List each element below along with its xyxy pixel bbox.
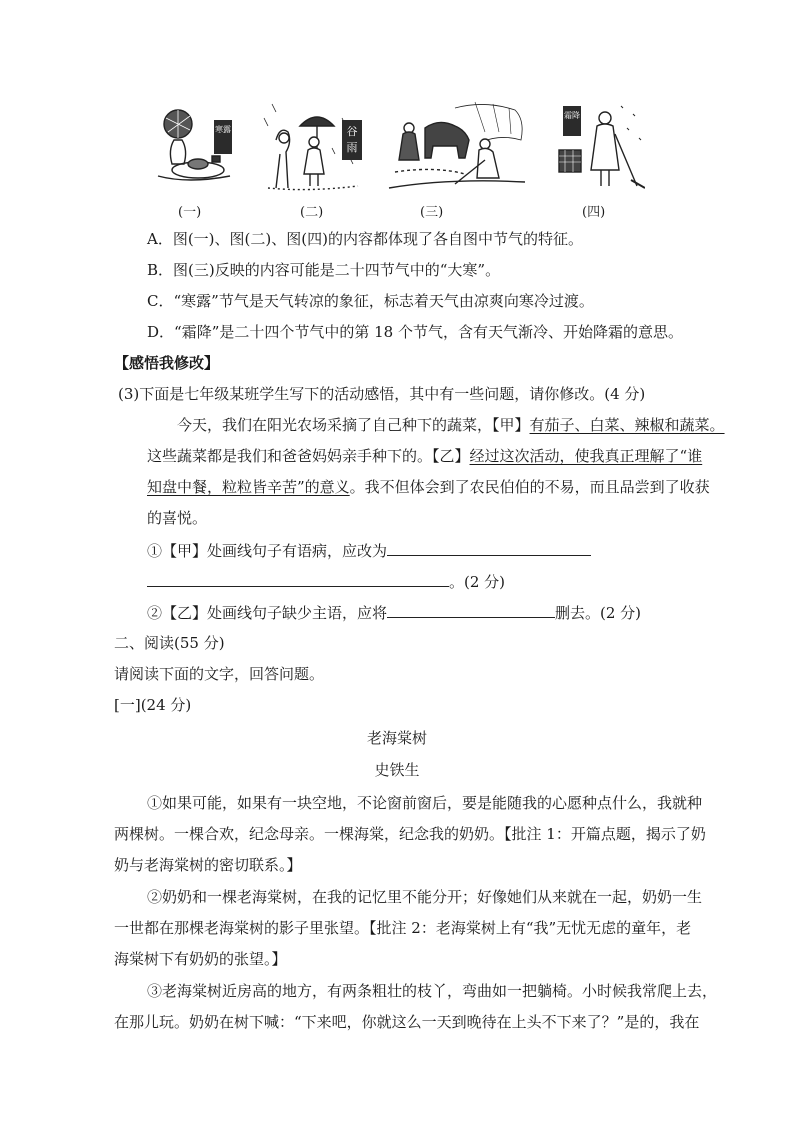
underlined-sentence-yi-cont: 知盘中餐，粒粒皆辛苦”的意义	[147, 478, 350, 496]
reading-part: [一](24 分)	[114, 696, 192, 714]
sign-grain-rain	[342, 120, 362, 160]
revise-paragraph-line-1	[177, 415, 725, 435]
option-d: D．“霜降”是二十四个节气中的第 18 个节气，含有天气渐冷、开始降霜的意思。	[147, 323, 683, 341]
figure-1-cold-dew	[148, 98, 238, 193]
option-a: A．图(一)、图(二)、图(四)的内容都体现了各自图中节气的特征。	[147, 230, 583, 248]
revise-question: (3)下面是七年级某班学生写下的活动感悟，其中有一些问题，请你修改。(4 分)	[118, 385, 646, 403]
revise-q2	[147, 601, 641, 623]
reading-instruction: 请阅读下面的文字，回答问题。	[114, 665, 325, 683]
q2-score: 删去。(2 分)	[555, 604, 642, 622]
q1-score: 。(2 分)	[449, 573, 506, 591]
sign-cold-dew	[214, 120, 232, 154]
article-line: ②奶奶和一棵老海棠树，在我的记忆里不能分开；好像她们从来就在一起，奶奶一生	[147, 888, 703, 906]
figure-caption-2: (二)	[300, 205, 324, 220]
q1-answer-blank[interactable]	[387, 539, 591, 556]
article-line: ①如果可能，如果有一块空地，不论窗前窗后，要是能随我的心愿种点什么，我就种	[147, 794, 703, 812]
sign-text: 谷雨	[346, 125, 358, 154]
section-heading-reading: 二、阅读(55 分)	[114, 634, 225, 652]
figure-2-grain-rain	[262, 98, 367, 193]
article-line: 一世都在那棵老海棠树的影子里张望。【批注 2：老海棠树上有“我”无忧无虑的童年，老	[114, 919, 692, 937]
q2-prompt: ②【乙】处画线句子缺少主语，应将	[147, 604, 388, 622]
revise-paragraph-line-4: 的喜悦。	[147, 509, 208, 527]
section-heading-revise: 【感悟我修改】	[114, 354, 220, 372]
article-line: 两棵树。一棵合欢，纪念母亲。一棵海棠，纪念我的奶奶。【批注 1：开篇点题，揭示了奶	[114, 825, 706, 843]
article-line: 在那儿玩。奶奶在树下喊：“下来吧，你就这么一天到晚待在上头不下来了？”是的，我在	[114, 1013, 700, 1031]
article-author: 史铁生	[374, 761, 420, 779]
marker-yi: 【乙】	[432, 447, 470, 465]
revise-paragraph-line-3	[147, 477, 710, 497]
figure-caption-1: (一)	[178, 205, 202, 220]
figure-4-frost-descent	[555, 98, 645, 193]
marker-jia: 【甲】	[492, 416, 530, 434]
figure-3-farming	[385, 98, 530, 193]
sign-text: 霜降	[564, 111, 580, 120]
underlined-sentence-yi: 经过这次活动，使我真正理解了“谁	[469, 447, 703, 465]
option-b: B．图(三)反映的内容可能是二十四节气中的“大寒”。	[147, 261, 501, 279]
text-plain: 这些蔬菜都是我们和爸爸妈妈亲手种下的。	[147, 447, 433, 465]
q1-prompt: ①【甲】处画线句子有语病，应改为	[147, 542, 388, 560]
figure-caption-3: (三)	[420, 205, 444, 220]
sign-text: 寒露	[215, 125, 231, 134]
revise-q1-cont	[147, 570, 505, 592]
ox-plowing-illustration	[385, 98, 530, 193]
article-line: 奶与老海棠树的密切联系。】	[114, 856, 302, 874]
underlined-sentence-jia: 有茄子、白菜、辣椒和蔬菜。	[529, 416, 725, 434]
text-plain: 。我不但体会到了农民伯伯的不易，而且品尝到了收获	[349, 478, 710, 496]
article-line: ③老海棠树近房高的地方，有两条粗壮的枝丫，弯曲如一把躺椅。小时候我常爬上去，	[147, 982, 718, 1000]
article-line: 海棠树下有奶奶的张望。】	[114, 950, 287, 968]
text-plain: 今天，我们在阳光农场采摘了自己种下的蔬菜，	[177, 416, 493, 434]
sign-frost-descent	[563, 106, 581, 136]
option-c: C．“寒露”节气是天气转凉的象征，标志着天气由凉爽向寒冷过渡。	[147, 292, 594, 310]
revise-q1	[147, 539, 591, 561]
revise-paragraph-line-2	[147, 446, 702, 466]
q2-answer-blank[interactable]	[387, 601, 555, 618]
article-title: 老海棠树	[366, 729, 427, 747]
q1-answer-blank-2[interactable]	[147, 570, 449, 587]
figure-caption-4: (四)	[582, 205, 606, 220]
